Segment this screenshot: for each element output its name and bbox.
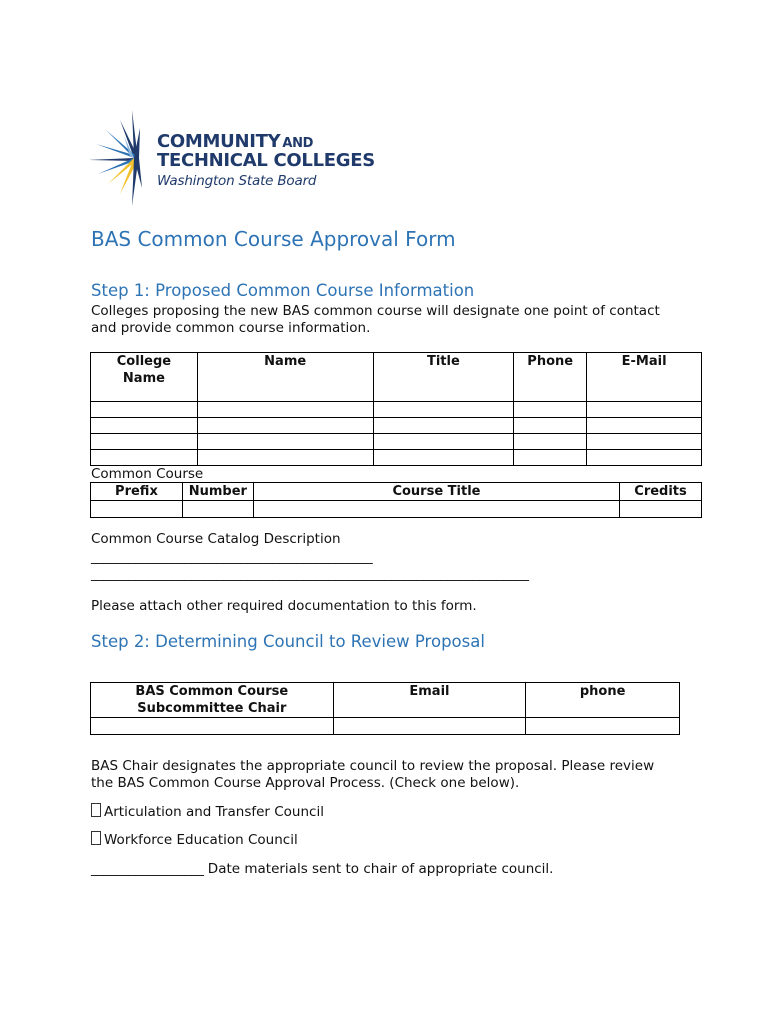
college-name-cell[interactable] [91,450,198,466]
header-subcommittee-chair-text: BAS Common Course Subcommittee Chair [135,684,289,716]
common-course-label: Common Course [91,466,204,482]
phone-cell[interactable] [514,418,587,434]
table-row [91,402,702,418]
checkbox-icon[interactable] [91,803,101,817]
catalog-description-label: Common Course Catalog Description [91,531,341,547]
title-cell[interactable] [373,418,514,434]
table-row [91,418,702,434]
logo-text-technical-colleges: TECHNICAL COLLEGES [157,150,375,171]
email-cell[interactable] [587,450,702,466]
title-cell[interactable] [373,434,514,450]
header-subcommittee-chair [91,683,334,718]
header-credits: Credits [620,483,702,501]
college-name-cell[interactable] [91,434,198,450]
date-sent-label: Date materials sent to chair of appropriate council. [207,861,554,877]
course-table [90,482,702,518]
header-number: Number [182,483,253,501]
name-cell[interactable] [197,418,373,434]
title-cell[interactable] [373,402,514,418]
college-name-cell[interactable] [91,402,198,418]
header-chair-phone: phone [526,683,680,718]
catalog-description-line-2[interactable]: ______________________________________________________________________ [91,566,529,582]
email-cell[interactable] [587,434,702,450]
prefix-cell[interactable] [91,501,183,518]
name-cell[interactable] [197,434,373,450]
header-prefix: Prefix [91,483,183,501]
course-table-header [91,483,702,501]
logo-text-state-board: Washington State Board [157,173,317,189]
number-cell[interactable] [182,501,253,518]
header-course-title: Course Title [253,483,619,501]
table-row [91,450,702,466]
chair-name-cell[interactable] [91,718,334,735]
date-sent-blank[interactable]: __________________ [91,861,204,877]
table-row [91,434,702,450]
table-row [91,501,702,518]
sbctc-logo [90,108,380,208]
contact-table-header [91,353,702,402]
attach-note: Please attach other required documentation to this form. [91,598,477,614]
step2-instructions: BAS Chair designates the appropriate council to review the proposal. Please review the BAS Common Course Approval Process. (Check one below). [91,758,655,791]
email-cell[interactable] [587,418,702,434]
step2-heading: Step 2: Determining Council to Review Proposal [91,632,485,651]
step1-heading: Step 1: Proposed Common Course Information [91,281,475,300]
header-name: Name [197,353,373,402]
title-cell[interactable] [373,450,514,466]
chair-email-cell[interactable] [333,718,526,735]
name-cell[interactable] [197,450,373,466]
chair-phone-cell[interactable] [526,718,680,735]
chair-table-header [91,683,680,718]
credits-cell[interactable] [620,501,702,518]
contact-table [90,352,702,466]
phone-cell[interactable] [514,402,587,418]
phone-cell[interactable] [514,434,587,450]
checkbox-icon[interactable] [91,831,101,845]
email-cell[interactable] [587,402,702,418]
header-phone: Phone [514,353,587,402]
option-articulation-transfer[interactable] [91,803,691,821]
header-chair-email: Email [333,683,526,718]
step1-intro: Colleges proposing the new BAS common course will designate one point of contact and provide common course information. [91,303,660,336]
course-title-cell[interactable] [253,501,619,518]
header-college-name-text: College Name [116,354,172,386]
date-sent-row [91,861,691,878]
catalog-description-line-1[interactable]: _____________________________________________ [91,549,373,565]
option-workforce-education-label: Workforce Education Council [104,832,298,848]
name-cell[interactable] [197,402,373,418]
option-articulation-transfer-label: Articulation and Transfer Council [104,804,324,820]
header-college-name [91,353,198,402]
header-email: E-Mail [587,353,702,402]
college-name-cell[interactable] [91,418,198,434]
logo-text-community: COMMUNITY AND [157,131,314,152]
chair-table [90,682,680,735]
table-row [91,718,680,735]
option-workforce-education[interactable] [91,831,691,849]
header-title: Title [373,353,514,402]
phone-cell[interactable] [514,450,587,466]
starburst-logo-icon [90,108,154,208]
form-title: BAS Common Course Approval Form [91,227,456,251]
